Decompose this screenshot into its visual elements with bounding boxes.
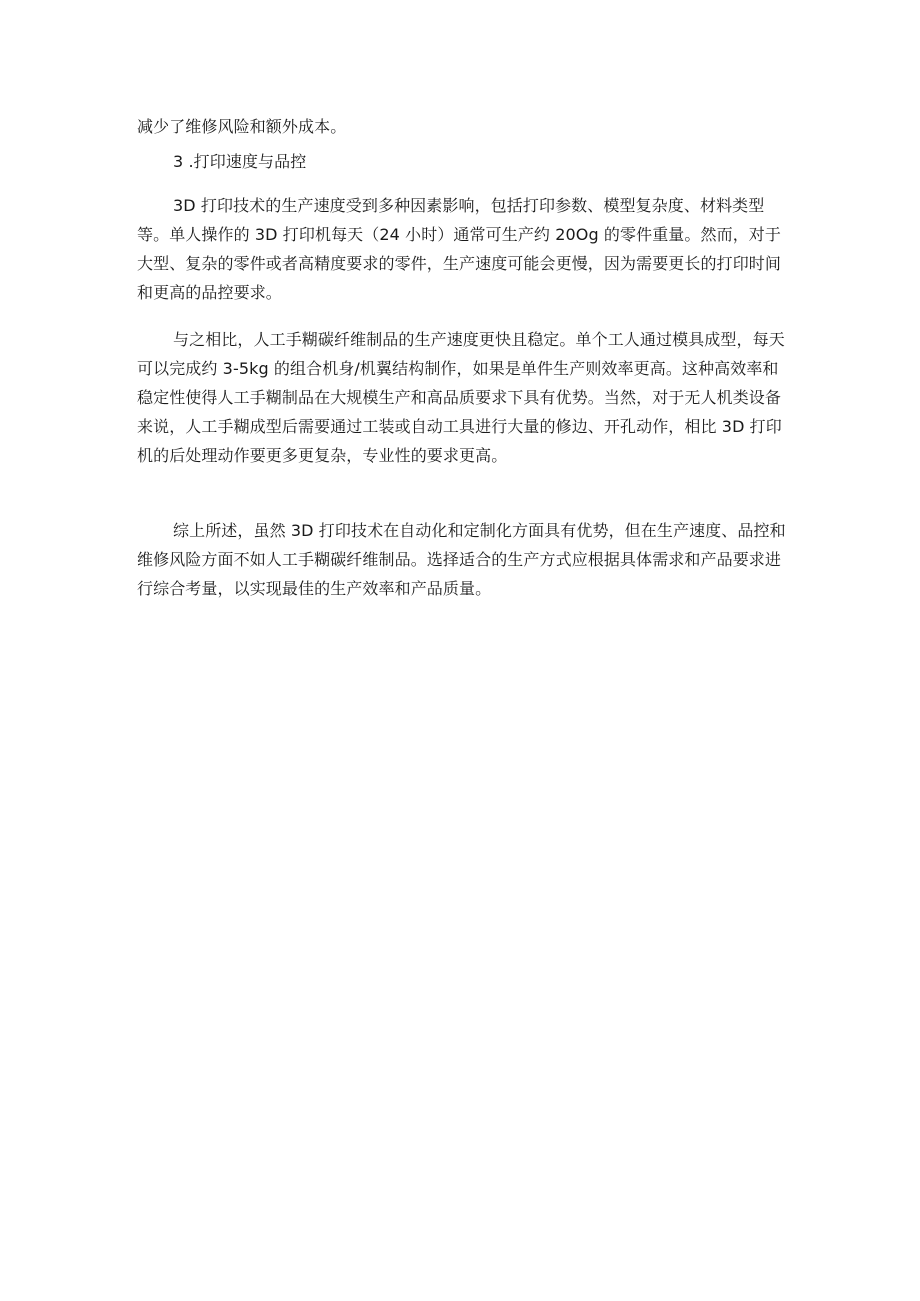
paragraph-conclusion: 综上所述，虽然 3D 打印技术在自动化和定制化方面具有优势，但在生产速度、品控和维修风险方面不如人工手糊碳纤维制品。选择适合的生产方式应根据具体需求和产品要求进行综合考量，以实现最佳的生产效率和产品质量。 bbox=[137, 521, 786, 598]
paragraph-print-speed: 3D 打印技术的生产速度受到多种因素影响，包括打印参数、模型复杂度、材料类型等。单人操作的 3D 打印机每天（24 小时）通常可生产约 20Og 的零件重量。然而，对于大型、复杂的零件或者高精度要求的零件，生产速度可能会更慢，因为需要更长的打印时间和更高的品控要求。 bbox=[137, 196, 782, 302]
continuation-paragraph: 减少了维修风险和额外成本。 bbox=[137, 117, 347, 136]
section-heading: 3 .打印速度与品控 bbox=[173, 152, 307, 171]
paragraph-handlayup-speed: 与之相比，人工手糊碳纤维制品的生产速度更快且稳定。单个工人通过模具成型，每天可以完成约 3-5kg 的组合机身/机翼结构制作，如果是单件生产则效率更高。这种高效率和稳定性使得人工手糊制品在大规模生产和高品质要求下具有优势。当然，对于无人机类设备来说，人工手糊成型后需要通过工装或自动工具进行大量的修边、开孔动作，相比 3D 打印机的后处理动作要更多更复杂，专业性的要求更高。 bbox=[137, 330, 785, 465]
